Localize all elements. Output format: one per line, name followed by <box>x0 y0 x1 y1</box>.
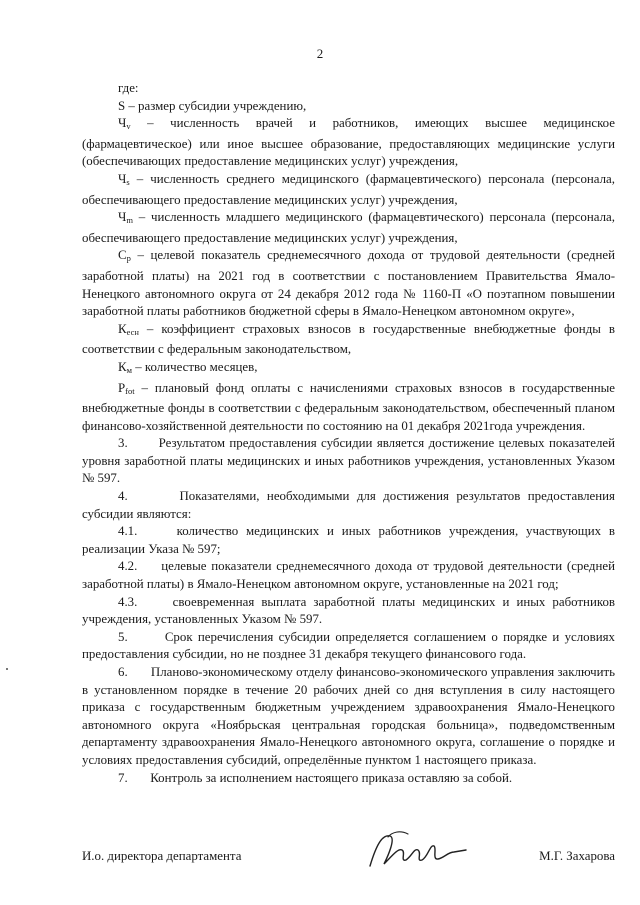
definition-cp <box>82 247 615 320</box>
definition-km <box>82 359 615 380</box>
symbol-subscript: р <box>126 253 131 264</box>
symbol-subscript: м <box>126 364 132 375</box>
symbol: Ч <box>118 210 127 225</box>
definition-text: – численность врачей и работников, имеющих высшее медицинское (фармацевтическое) или иное высшее образование, предоставляющих медицинские услуги (обеспечивающих предоставление медицинских услуг) учреждения, <box>82 116 615 169</box>
symbol-subscript: есн <box>126 326 139 337</box>
definition-ns <box>82 171 615 209</box>
paragraph-5: 5. Срок перечисления субсидии определяется соглашением о порядке и условиях предоставления субсидии, но не позднее 31 декабря текущего финансового года. <box>82 629 615 662</box>
definition-text: – количество месяцев, <box>132 359 258 374</box>
definition-pfot <box>82 380 615 436</box>
definition-text: – плановый фонд оплаты с начислениями страховых взносов в государственные внебюджетные фонды в соответствии с федеральным законодательством, обеспеченный планом финансово-хозяйственной деятельности по состоянию на 01 декабря 2021года учреждения. <box>82 380 615 433</box>
definition-nm <box>82 209 615 247</box>
symbol-subscript: fot <box>125 385 135 396</box>
definition-text: – численность младшего медицинского (фармацевтического) персонала (персонала, обеспечивающего предоставление медицинских услуг) учреждения, <box>82 210 615 245</box>
scan-speck <box>6 668 8 670</box>
paragraph-6: 6. Планово-экономическому отделу финансово-экономического управления заключить в установленном порядке в течение 20 рабочих дней со дня вступления в силу настоящего приказа с государственным бюджетным учреждением здравоохранения Ямало-Ненецкого автономного округа «Ноябрьская центральная городская больница», подведомственным департаменту здравоохранения Ямало-Ненецкого автономного округа, соглашение о порядке и условиях предоставления субсидий, определённые пунктом 1 настоящего приказа. <box>82 665 615 767</box>
paragraph-4-3: 4.3. своевременная выплата заработной платы медицинских и иных работников учреждения, установленных Указом № 597. <box>82 594 615 627</box>
page-number: 2 <box>316 46 324 61</box>
paragraph-4: 4. Показателями, необходимыми для достижения результатов предоставления субсидии являются: <box>82 489 615 521</box>
paragraph-4-2: 4.2. целевые показатели среднемесячного дохода от трудовой деятельности (средней заработной платы) в Ямало-Ненецком автономном округе, установленные на 2021 год; <box>82 559 615 592</box>
definition-text: – целевой показатель среднемесячного дохода от трудовой деятельности (средней заработной платы) на 2021 год в соответствии с постановлением Правительства Ямало-Ненецкого автономного округа от 24 декабря 2012 года № 1160-П «О поэтапном повышении заработной платы работников бюджетной сферы в Ямало-Ненецком автономном округе», <box>82 248 615 319</box>
symbol-subscript: m <box>126 215 134 226</box>
symbol: Ч <box>118 171 127 186</box>
definition-nv <box>82 115 615 171</box>
paragraph-3: 3. Результатом предоставления субсидии является достижение целевых показателей уровня заработной платы медицинских и иных работников учреждения, установленных Указом № 597. <box>82 436 615 486</box>
symbol: Р <box>118 380 126 395</box>
signer-name: М.Г. Захарова <box>539 849 615 863</box>
document-body <box>82 80 615 787</box>
definition-s: S – размер субсидии учреждению, <box>118 98 307 113</box>
signature-block <box>82 849 615 869</box>
definition-text: – коэффициент страховых взносов в государственные внебюджетные фонды в соответствии с федеральным законодательством, <box>82 321 615 357</box>
paragraph-7: 7. Контроль за исполнением настоящего приказа оставляю за собой. <box>118 770 513 785</box>
symbol: К <box>118 359 127 374</box>
definitions-intro: где: <box>118 81 139 95</box>
paragraph-4-1: 4.1. количество медицинских и иных работников учреждения, участвующих в реализации Указа № 597; <box>82 524 615 556</box>
signer-position: И.о. директора департамента <box>82 849 242 863</box>
symbol: Ч <box>118 116 127 131</box>
symbol: С <box>118 248 127 263</box>
symbol-subscript: s <box>126 176 130 187</box>
definition-text: – численность среднего медицинского (фармацевтического) персонала (персонала, обеспечивающего предоставление медицинских услуг) учреждения, <box>82 171 615 207</box>
symbol-subscript: v <box>126 121 131 132</box>
definition-kesn <box>82 321 615 359</box>
symbol: К <box>118 321 127 336</box>
